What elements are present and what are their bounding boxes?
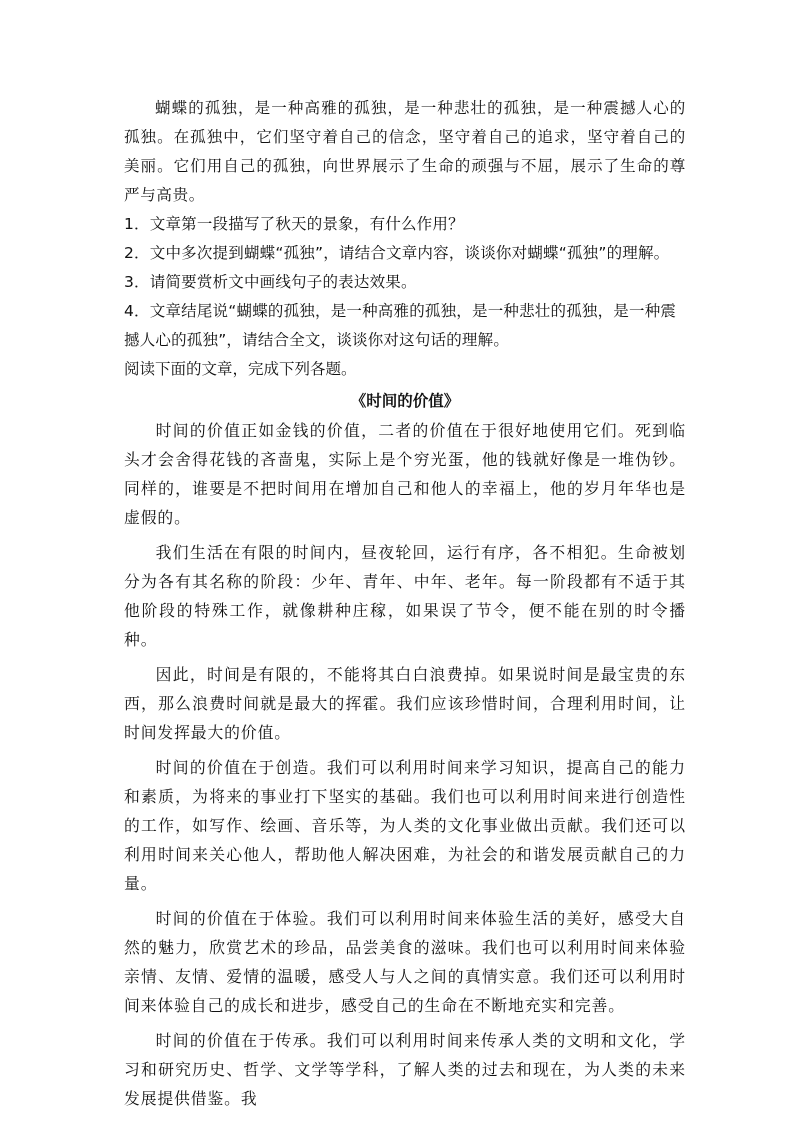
article-paragraph: 因此，时间是有限的，不能将其白白浪费掉。如果说时间是最宝贵的东西，那么浪费时间就是最大的挥霍。我们应该珍惜时间，合理利用时间，让时间发挥最大的价值。 bbox=[124, 665, 686, 742]
question-2: 2．文中多次提到蝴蝶“孤独”，请结合文章内容，谈谈你对蝴蝶“孤独”的理解。 bbox=[124, 244, 670, 262]
article-paragraph: 时间的价值正如金钱的价值，二者的价值在于很好地使用它们。死到临头才会舍得花钱的吝啬鬼，实际上是个穷光蛋，他的钱就好像是一堆伪钞。同样的，谁要是不把时间用在增加自己和他人的幸福上，他的岁月年华也是虚假的。 bbox=[124, 421, 686, 527]
document-content bbox=[124, 94, 686, 1119]
article-paragraph: 时间的价值在于创造。我们可以利用时间来学习知识，提高自己的能力和素质，为将来的事业打下坚实的基础。我们也可以利用时间来进行创造性的工作，如写作、绘画、音乐等，为人类的文化事业做出贡献。我们还可以利用时间来关心他人，帮助他人解决困难，为社会的和谐发展贡献自己的力量。 bbox=[124, 758, 686, 893]
intro-paragraph: 蝴蝶的孤独，是一种高雅的孤独，是一种悲壮的孤独，是一种震撼人心的孤独。在孤独中，它们坚守着自己的信念，坚守着自己的追求，坚守着自己的美丽。它们用自己的孤独，向世界展示了生命的顽强与不屈，展示了生命的尊严与高贵。 bbox=[124, 99, 686, 204]
article-title: 《时间的价值》 bbox=[350, 392, 460, 410]
article-paragraph: 我们生活在有限的时间内，昼夜轮回，运行有序，各不相犯。生命被划分为各有其名称的阶段：少年、青年、中年、老年。每一阶段都有不适于其他阶段的特殊工作，就像耕种庄稼，如果误了节令，便不能在别的时令播种。 bbox=[124, 543, 686, 649]
question-3: 3．请简要赏析文中画线句子的表达效果。 bbox=[124, 273, 417, 291]
reading-instruction: 阅读下面的文章，完成下列各题。 bbox=[124, 360, 357, 378]
question-4: 4．文章结尾说“蝴蝶的孤独，是一种高雅的孤独，是一种悲壮的孤独，是一种震撼人心的孤独”，请结合全文，谈谈你对这句话的理解。 bbox=[124, 302, 677, 349]
question-1: 1．文章第一段描写了秋天的景象，有什么作用？ bbox=[124, 215, 464, 233]
article-paragraph: 时间的价值在于体验。我们可以利用时间来体验生活的美好，感受大自然的魅力，欣赏艺术的珍品，品尝美食的滋味。我们也可以利用时间来体验亲情、友情、爱情的温暖，感受人与人之间的真情实意。我们还可以利用时间来体验自己的成长和进步，感受自己的生命在不断地充实和完善。 bbox=[124, 909, 686, 1015]
article-paragraph: 时间的价值在于传承。我们可以利用时间来传承人类的文明和文化，学习和研究历史、哲学、文学等学科，了解人类的过去和现在，为人类的未来发展提供借鉴。我 bbox=[124, 1031, 686, 1108]
